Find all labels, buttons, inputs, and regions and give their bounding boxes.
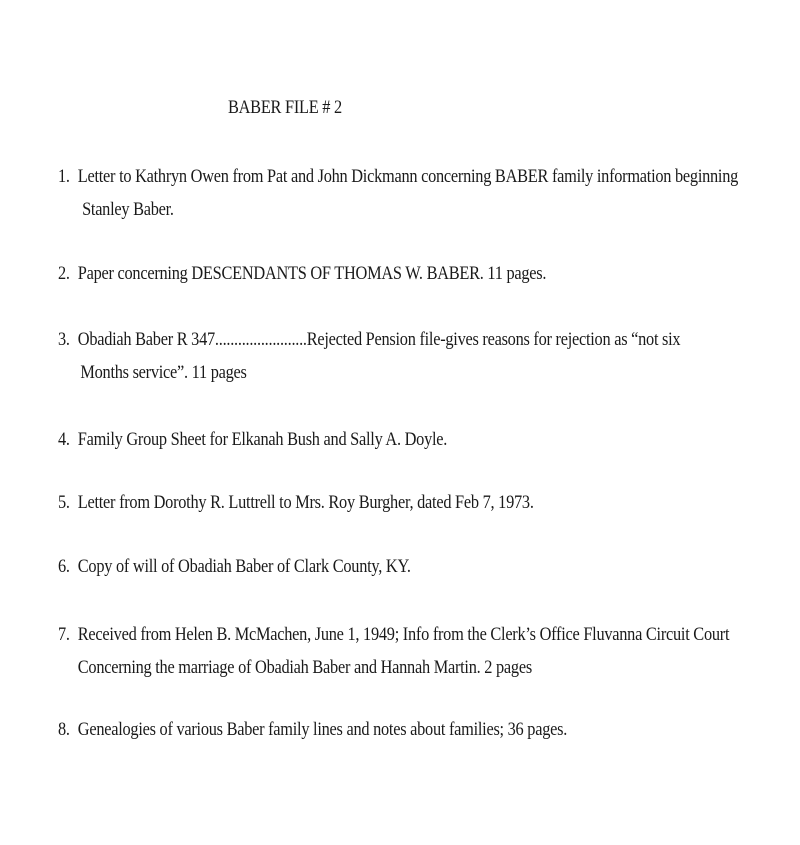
list-item bbox=[58, 618, 780, 684]
list-item bbox=[58, 423, 780, 456]
item-line: Received from Helen B. McMachen, June 1, 1949; Info from the Clerk’s Office Fluvanna Circuit Court bbox=[77, 624, 730, 645]
item-line: Obadiah Baber R 347........................Rejected Pension file-gives reasons for rejection as “not six bbox=[77, 329, 681, 350]
item-line: Family Group Sheet for Elkanah Bush and Sally A. Doyle. bbox=[77, 429, 448, 450]
item-text bbox=[58, 618, 780, 684]
item-text bbox=[58, 713, 780, 746]
item-line: Letter to Kathryn Owen from Pat and John Dickmann concerning BABER family information beginning bbox=[77, 166, 739, 187]
item-line: Paper concerning DESCENDANTS OF THOMAS W. BABER. 11 pages. bbox=[77, 263, 547, 284]
list-item bbox=[58, 486, 780, 519]
item-text bbox=[58, 486, 780, 519]
item-number: 3. bbox=[58, 329, 70, 350]
item-line-continuation: Stanley Baber. bbox=[82, 199, 174, 220]
list-item bbox=[58, 713, 780, 746]
item-number: 2. bbox=[58, 263, 70, 284]
document-title: BABER FILE # 2 bbox=[228, 97, 342, 118]
item-text bbox=[58, 423, 780, 456]
list-item bbox=[58, 257, 780, 290]
item-text bbox=[58, 257, 780, 290]
item-line-continuation: Months service”. 11 pages bbox=[80, 362, 247, 383]
item-number: 5. bbox=[58, 492, 70, 513]
item-line: Copy of will of Obadiah Baber of Clark County, KY. bbox=[77, 556, 411, 577]
item-text bbox=[58, 160, 780, 226]
list-item bbox=[58, 323, 780, 389]
item-line-continuation: Concerning the marriage of Obadiah Baber and Hannah Martin. 2 pages bbox=[77, 657, 532, 678]
item-number: 4. bbox=[58, 429, 70, 450]
item-text bbox=[58, 323, 780, 389]
item-line: Genealogies of various Baber family lines and notes about families; 36 pages. bbox=[77, 719, 568, 740]
item-text bbox=[58, 550, 780, 583]
item-number: 8. bbox=[58, 719, 70, 740]
item-line: Letter from Dorothy R. Luttrell to Mrs. Roy Burgher, dated Feb 7, 1973. bbox=[77, 492, 534, 513]
item-number: 6. bbox=[58, 556, 70, 577]
item-number: 7. bbox=[58, 624, 70, 645]
list-item bbox=[58, 550, 780, 583]
item-number: 1. bbox=[58, 166, 70, 187]
list-item bbox=[58, 160, 780, 226]
